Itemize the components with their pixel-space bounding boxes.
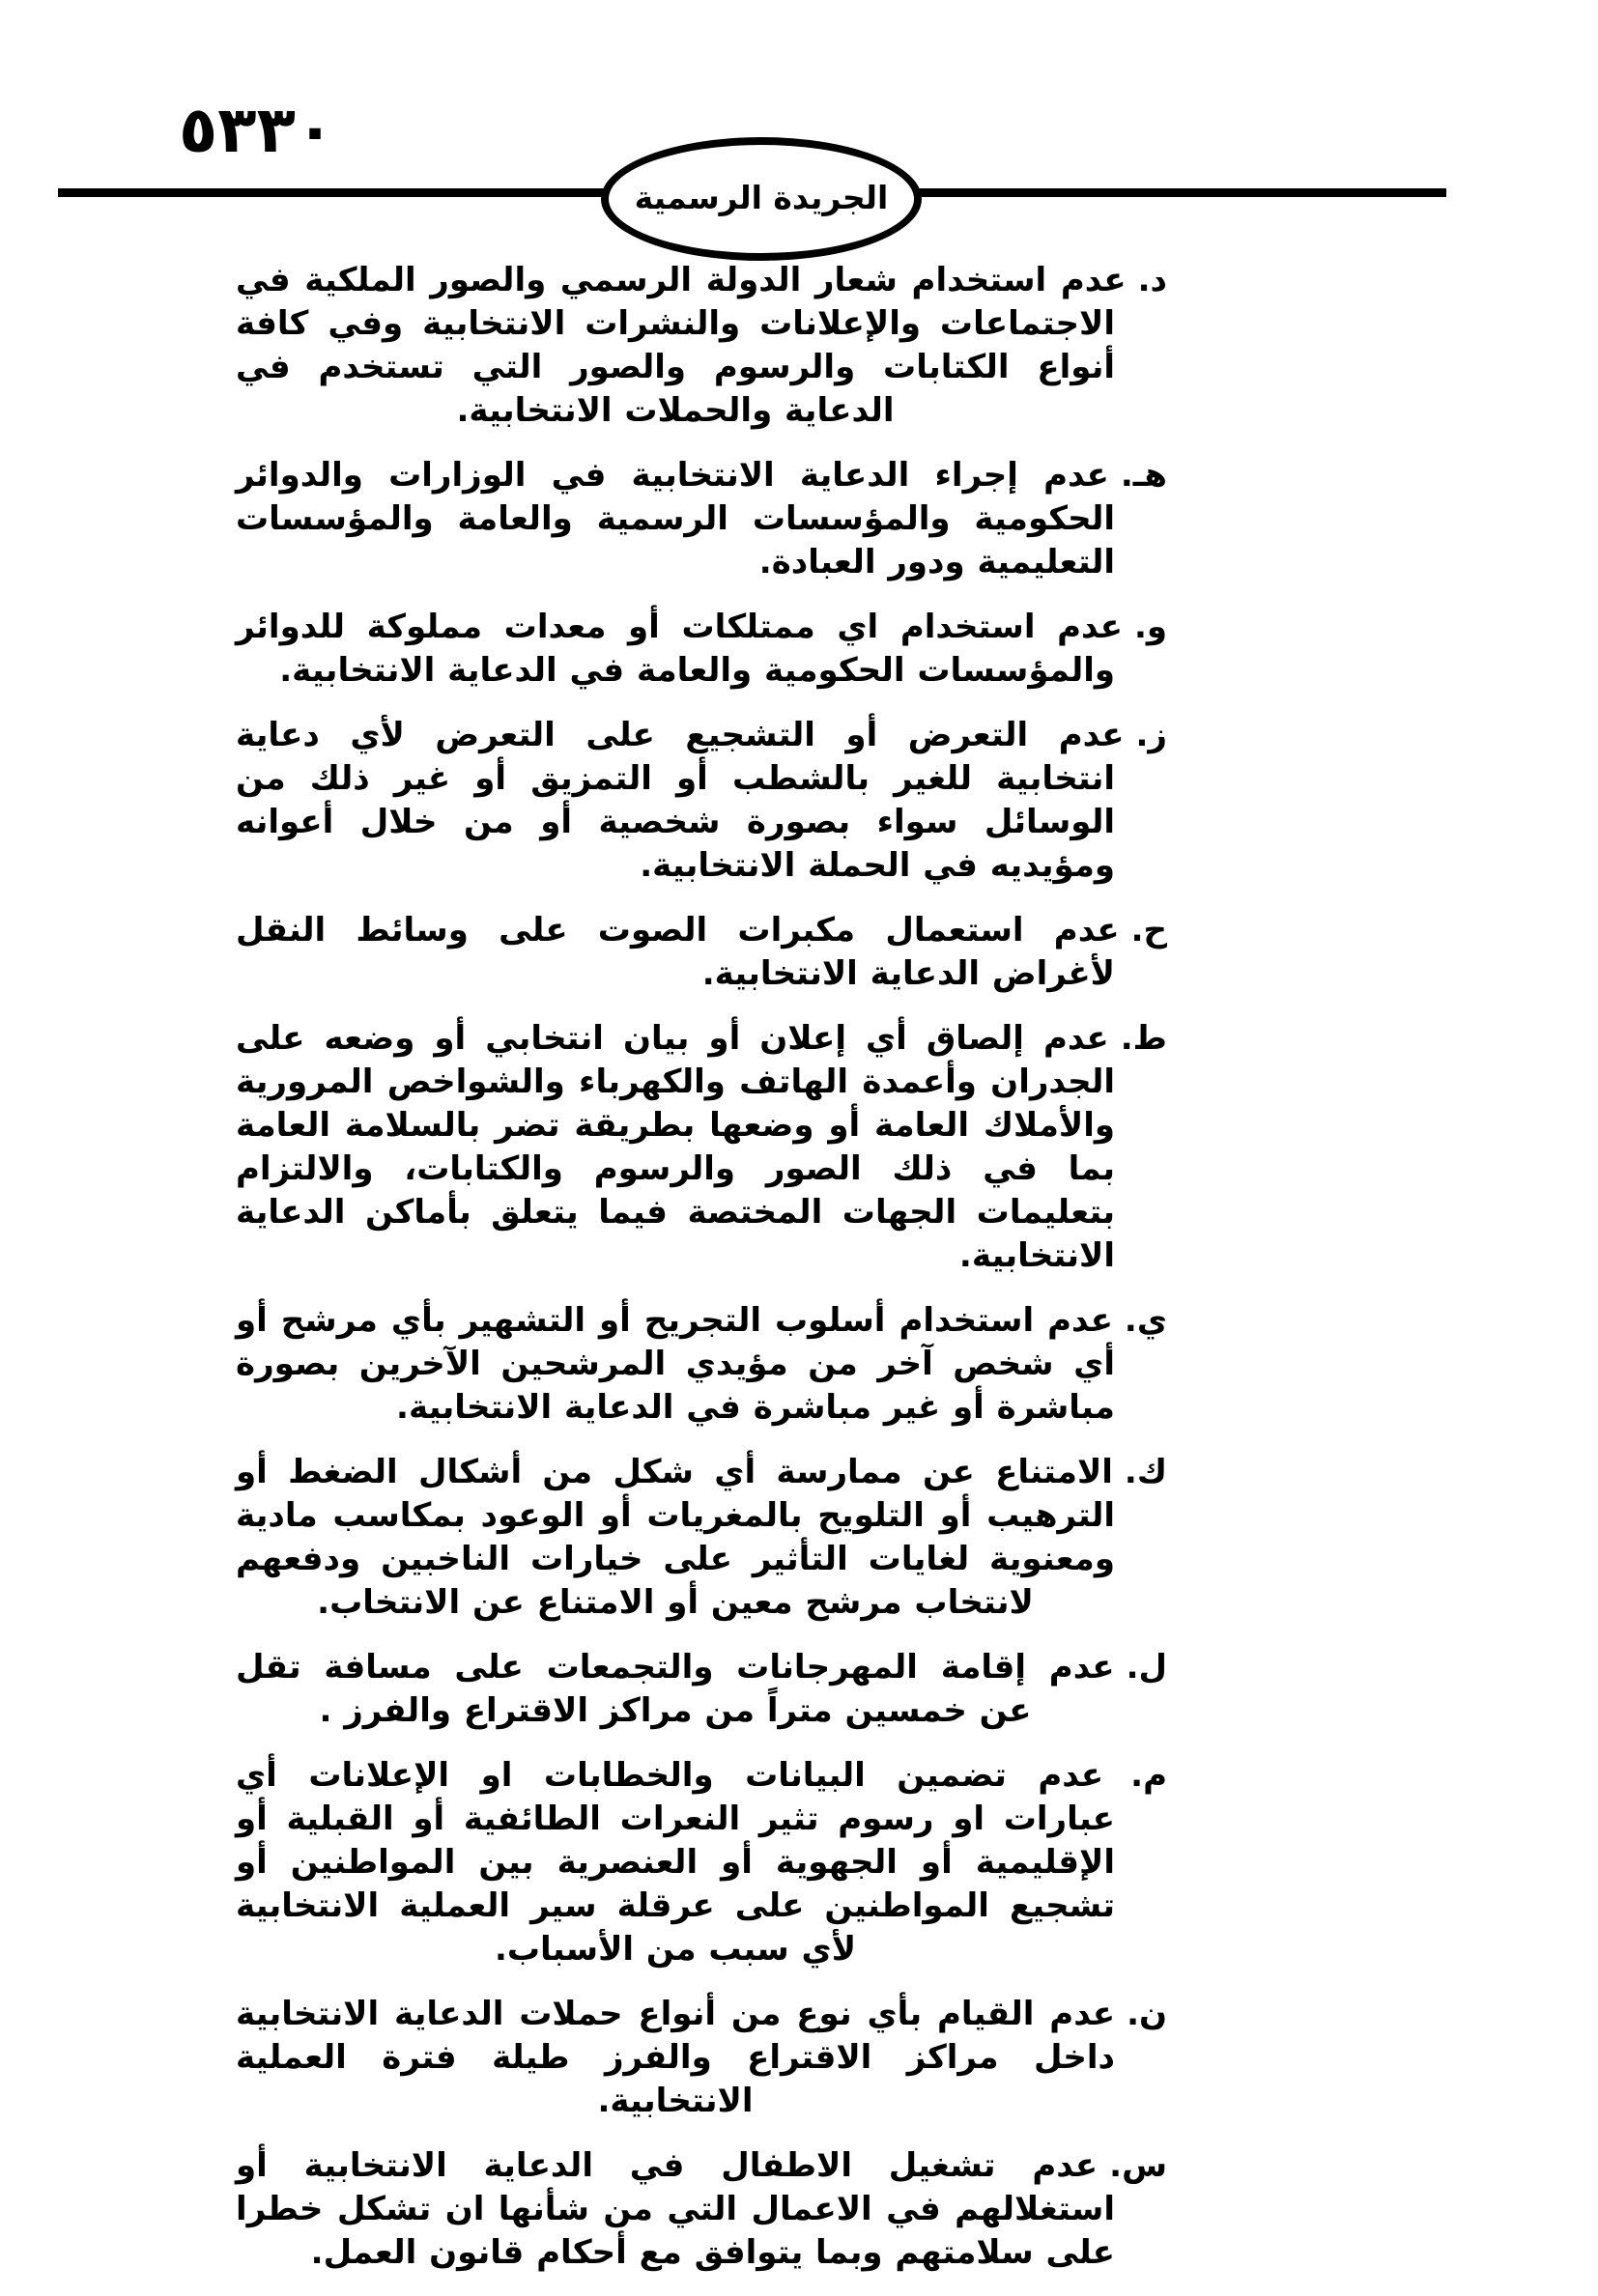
item-marker: ز. — [1135, 716, 1167, 754]
list-item-dal — [236, 259, 1167, 433]
item-text: عدم استعمال مكبرات الصوت على وسائط النقل لأغراض الدعاية الانتخابية. — [236, 911, 1120, 993]
item-marker: م. — [1130, 1756, 1167, 1795]
item-text: عدم استخدام اي ممتلكات أو معدات مملوكة للدوائر والمؤسسات الحكومية والعامة في الدعاية الانتخابية. — [236, 608, 1123, 690]
item-text: عدم التعرض أو التشجيع على التعرض لأي دعاية انتخابية للغير بالشطب أو التمزيق أو غير ذلك من الوسائل سواء بصورة شخصية أو من خلال أعوانه ومؤيديه في الحملة الانتخابية. — [236, 716, 1125, 885]
item-text: عدم تضمين البيانات والخطابات او الإعلانات أي عبارات او رسوم تثير النعرات الطائفية أو القبلية أو الإقليمية أو الجهوية أو العنصرية بين المواطنين أو تشجيع المواطنين على عرقلة سير العملية الانتخابية لأي سبب من الأسباب. — [236, 1756, 1115, 1969]
item-text: عدم إقامة المهرجانات والتجمعات على مسافة تقل عن خمسين متراً من مراكز الاقتراع والفرز . — [236, 1648, 1115, 1730]
item-text: عدم إجراء الدعاية الانتخابية في الوزارات والدوائر الحكومية والمؤسسات الرسمية والعامة والمؤسسات التعليمية ودور العبادة. — [236, 456, 1115, 581]
item-marker: ط. — [1120, 1019, 1167, 1058]
item-marker: ل. — [1126, 1648, 1167, 1687]
item-marker: ن. — [1127, 1995, 1167, 2033]
item-text: عدم إلصاق أي إعلان أو بيان انتخابي أو وضعه على الجدران وأعمدة الهاتف والكهرباء والشواخص المرورية والأملاك العامة أو وضعها بطريقة تضر بالسلامة العامة بما في ذلك الصور والرسوم والكتابات، والالتزام بتعليمات الجهات المختصة فيما يتعلق بأماكن الدعاية الانتخابية. — [236, 1019, 1115, 1275]
gazette-banner-oval — [601, 137, 922, 261]
list-item-kaf — [236, 1451, 1167, 1625]
list-item-sin — [236, 2144, 1167, 2275]
document-body — [236, 259, 1167, 2296]
list-item-ya — [236, 1299, 1167, 1430]
item-text: الامتناع عن ممارسة أي شكل من أشكال الضغط أو الترهيب أو التلويح بالمغريات أو الوعود بمكاسب مادية ومعنوية لغايات التأثير على خيارات الناخبين ودفعهم لانتخاب مرشح معين أو الامتناع عن الانتخاب. — [236, 1453, 1115, 1622]
item-marker: ك. — [1124, 1453, 1167, 1491]
list-item-tta — [236, 1017, 1167, 1278]
item-marker: ح. — [1130, 911, 1167, 950]
gazette-title: الجريدة الرسمية — [634, 178, 889, 216]
list-item-ha — [236, 454, 1167, 584]
item-marker: د. — [1137, 261, 1167, 299]
item-text: عدم استخدام أسلوب التجريح أو التشهير بأي مرشح أو أي شخص آخر من مؤيدي المرشحين الآخرين بصورة مباشرة أو غير مباشرة في الدعاية الانتخابية. — [236, 1301, 1115, 1427]
list-item-lam — [236, 1646, 1167, 1733]
page-number: ٥٣٣٠ — [179, 93, 335, 167]
list-item-waw — [236, 606, 1167, 693]
list-item-nun — [236, 1993, 1167, 2123]
item-marker: هـ. — [1120, 456, 1167, 495]
list-item-hha — [236, 909, 1167, 996]
list-item-mim — [236, 1754, 1167, 1971]
item-text: عدم القيام بأي نوع من أنواع حملات الدعاية الانتخابية داخل مراكز الاقتراع والفرز طيلة فترة العملية الانتخابية. — [236, 1995, 1116, 2120]
item-marker: س. — [1109, 2146, 1167, 2185]
list-item-zay — [236, 714, 1167, 888]
item-text: عدم تشغيل الاطفال في الدعاية الانتخابية أو استغلالهم في الاعمال التي من شأنها ان تشكل خطرا على سلامتهم وبما يتوافق مع أحكام قانون العمل. — [236, 2146, 1115, 2272]
item-text: عدم استخدام شعار الدولة الرسمي والصور الملكية في الاجتماعات والإعلانات والنشرات الانتخابية وفي كافة أنواع الكتابات والرسوم والصور التي تستخدم في الدعاية والحملات الانتخابية. — [236, 261, 1127, 430]
item-marker: ي. — [1124, 1301, 1167, 1340]
item-marker: و. — [1133, 608, 1167, 646]
